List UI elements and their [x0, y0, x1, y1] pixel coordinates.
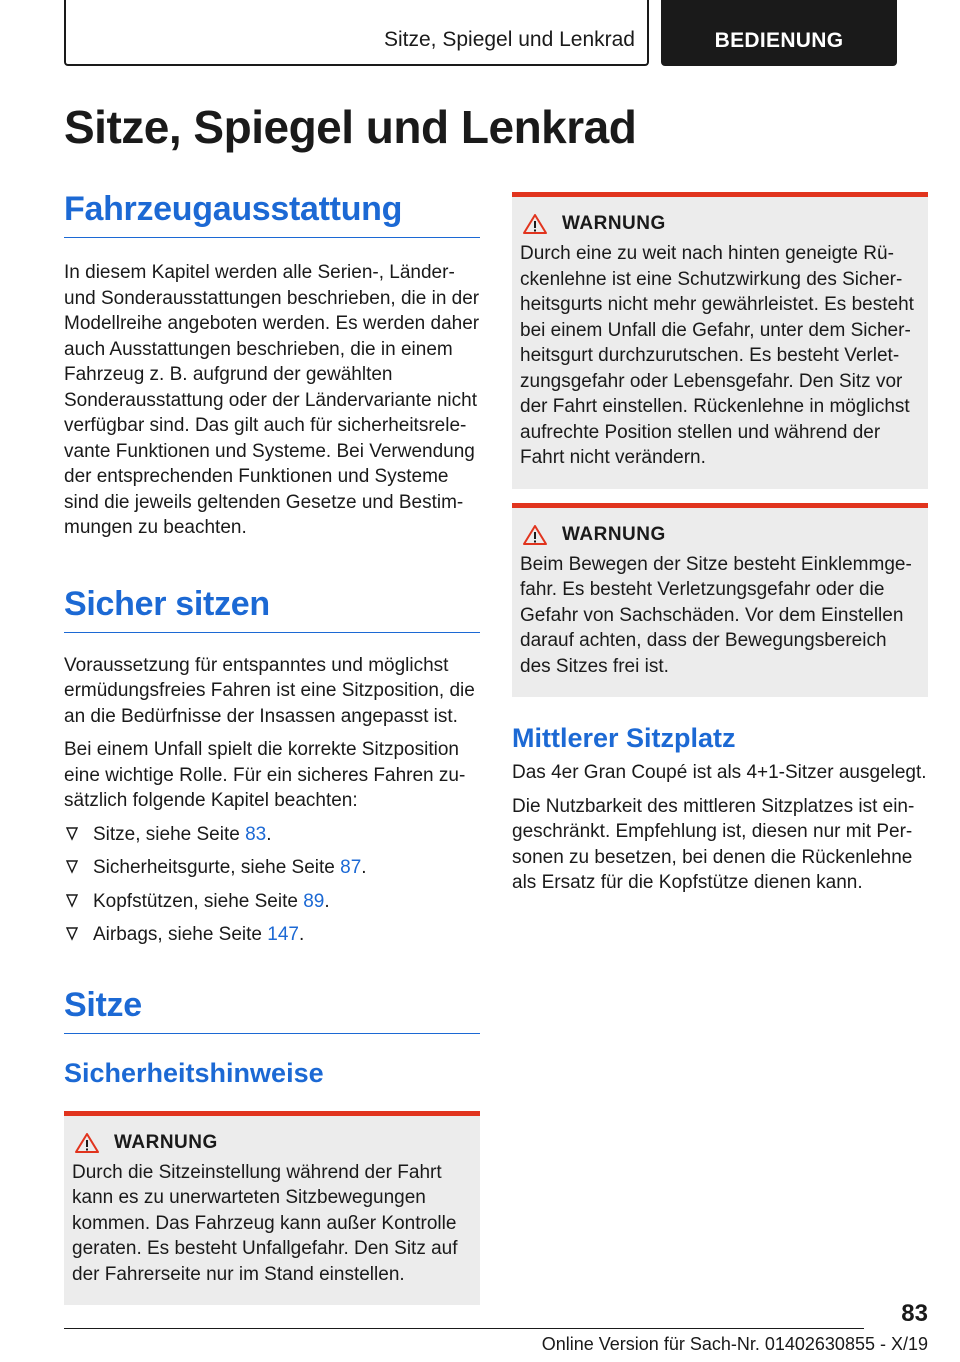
- warning-box-3: [512, 503, 928, 698]
- list-item: Airbags, siehe Seite 147.: [64, 922, 480, 948]
- paragraph-fahrzeugausstattung: In diesem Kapitel werden alle Serien-, Länder- und Sonderausstattungen beschrieben, die in der Modellreihe angeboten werden. Es werden daher auch Ausstattungen beschrieben, die in einem Fahrzeug z. B. aufgrund der gewählten Sonderausstattung oder der Ländervariante nicht verfügbar sind. Das gilt auch für sicherheitsrelevante Funktionen und Systeme. Bei Verwendung der entsprechenden Funktionen und Systeme sind die jeweils geltenden Gesetze und Bestimmungen zu beachten.: [64, 262, 480, 538]
- header-section-tab: [64, 0, 649, 66]
- triangle-bullet-icon: [66, 860, 78, 874]
- heading-mittlerer-sitzplatz: Mittlerer Sitzplatz: [512, 723, 736, 753]
- page-link[interactable]: 147: [267, 924, 299, 945]
- paragraph-mittlerer-1: Das 4er Gran Coupé ist als 4+1-Sitzer ausgelegt.: [512, 762, 927, 783]
- page-link[interactable]: 87: [340, 857, 362, 878]
- warning-triangle-icon: [522, 213, 548, 235]
- chapter-reference-list: [64, 822, 480, 948]
- warning-title: WARNUNG: [562, 213, 666, 234]
- paragraph-sicher-sitzen-1: Voraussetzung für entspanntes und möglichst ermüdungsfreies Fahren ist eine Sitzposition, die an die Bedürfnisse der Insassen angepasst ist.: [64, 654, 475, 727]
- page-title: Sitze, Spiegel und Lenkrad: [64, 101, 637, 153]
- page-link[interactable]: 89: [303, 890, 325, 912]
- heading-sitze: Sitze: [64, 986, 480, 1034]
- warning-triangle-icon: [522, 524, 548, 546]
- warning-text: Durch die Sitzeinstellung während der Fahrt kann es zu unerwarteten Sitzbewegungen kommen. Das Fahrzeug kann außer Kontrolle geraten. Es besteht Unfallgefahr. Den Sitz auf der Fahrerseite nur im Stand einstellen.: [72, 1161, 458, 1285]
- page-number: 83: [901, 1300, 928, 1327]
- warning-title: WARNUNG: [562, 523, 666, 545]
- warning-title: WARNUNG: [114, 1131, 218, 1153]
- heading-sicherheitshinweise: Sicherheitshinweise: [64, 1057, 324, 1088]
- triangle-bullet-icon: [66, 827, 78, 841]
- footer-text: Online Version für Sach-Nr. 01402630855 - X/19: [541, 1334, 928, 1354]
- paragraph-mittlerer-2: Die Nutzbarkeit des mittleren Sitzplatzes ist eingeschränkt. Empfehlung ist, diesen nur mit Personen zu besetzen, bei denen die Rückenlehne als Ersatz für die Kopfstütze dienen kann.: [512, 795, 915, 893]
- warning-box-2: [512, 192, 928, 489]
- heading-fahrzeugausstattung: Fahrzeugausstattung: [64, 190, 480, 238]
- paragraph-sicher-sitzen-2: Bei einem Unfall spielt die korrekte Sitzposition eine wichtige Rolle. Für ein sicheres Fahren zusätzlich folgende Kapitel beachten:: [64, 739, 466, 811]
- footer-divider: [64, 1328, 864, 1329]
- warning-text: Beim Bewegen der Sitze besteht Einklemmgefahr. Es besteht Verletzungsgefahr oder die Gefahr von Sachschäden. Vor dem Einstellen darauf achten, dass der Bewegungsbereich des Sitzes frei ist.: [520, 553, 912, 677]
- heading-sicher-sitzen: Sicher sitzen: [64, 585, 480, 633]
- left-column: [64, 190, 480, 1305]
- right-column: [512, 192, 928, 896]
- header-chapter-tab: [661, 0, 897, 66]
- page-link[interactable]: 83: [245, 823, 267, 845]
- header-chapter-title: BEDIENUNG: [714, 29, 844, 52]
- header-section-title: Sitze, Spiegel und Lenkrad: [383, 28, 635, 51]
- warning-triangle-icon: [74, 1132, 100, 1154]
- triangle-bullet-icon: [66, 927, 78, 941]
- list-item: Sitze, siehe Seite 83.: [64, 822, 480, 848]
- list-item: Sicherheitsgurte, siehe Seite 87.: [64, 855, 480, 881]
- triangle-bullet-icon: [66, 894, 78, 908]
- list-item: Kopfstützen, siehe Seite 89.: [64, 889, 480, 915]
- warning-box-1: [64, 1111, 480, 1306]
- warning-text: Durch eine zu weit nach hinten geneigte Rückenlehne ist eine Schutzwirkung des Sicherheitsgurts nicht mehr gewährleistet. Es besteht bei einem Unfall die Gefahr, unter dem Sicherheitsgurt durchzurutschen. Es besteht Verletzungsgefahr oder Lebensgefahr. Den Sitz vor der Fahrt einstellen. Rückenlehne in möglichst aufrechte Position stellen und während der Fahrt nicht verändern.: [520, 243, 914, 468]
